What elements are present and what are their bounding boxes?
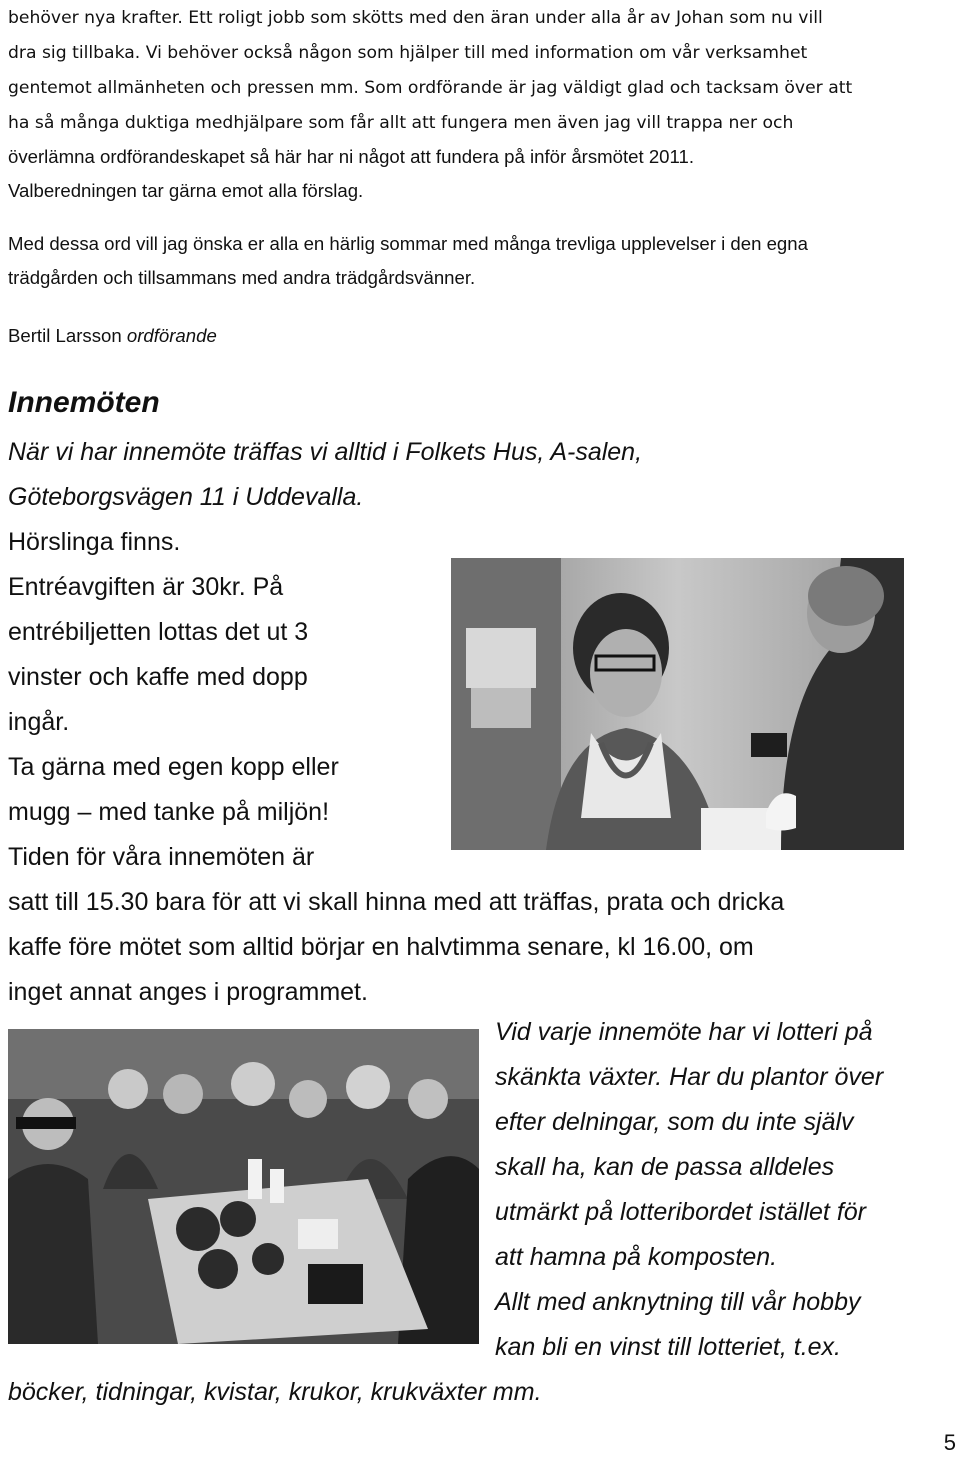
meeting-info-line: inget annat anges i programmet. [8, 978, 368, 1006]
meeting-info-line: vinster och kaffe med dopp [8, 663, 308, 691]
meeting-info-line: ingår. [8, 708, 70, 736]
lottery-line: skall ha, kan de passa alldeles [495, 1153, 835, 1181]
lottery-info [495, 1010, 955, 1370]
lottery-line: kan bli en vinst till lotteriet, t.ex. [495, 1333, 841, 1361]
signature [8, 319, 952, 353]
photo-women-at-table-image [451, 558, 904, 850]
meeting-info-line: Hörslinga finns. [8, 528, 181, 556]
lottery-line: utmärkt på lotteribordet istället för [495, 1198, 866, 1226]
lottery-line: skänkta växter. Har du plantor över [495, 1063, 884, 1091]
meeting-info-line: Tiden för våra innemöten är [8, 843, 315, 871]
intro-line: Valberedningen tar gärna emot alla förslag. [8, 180, 364, 201]
intro-line: överlämna ordförandeskapet så här har ni något att fundera på inför årsmötet 2011. [8, 146, 694, 167]
intro-line: dra sig tillbaka. Vi behöver också någon som hjälper till med information om vår verksamhet [8, 43, 808, 63]
meeting-info-line: Entréavgiften är 30kr. På [8, 573, 284, 601]
signature-name: Bertil Larsson [8, 325, 122, 346]
meeting-info-line: mugg – med tanke på miljön! [8, 798, 330, 826]
wishes-line: Med dessa ord vill jag önska er alla en härlig sommar med många trevliga upplevelser i den egna [8, 233, 808, 254]
intro-paragraph [8, 0, 952, 208]
meeting-info-line: entrébiljetten lottas det ut 3 [8, 618, 309, 646]
lottery-last-line [8, 1370, 952, 1415]
meeting-info-line: satt till 15.30 bara för att vi skall hinna med att träffas, prata och dricka [8, 888, 785, 916]
meeting-location-line: När vi har innemöte träffas vi alltid i Folkets Hus, A-salen, [8, 438, 643, 466]
meeting-location [8, 430, 952, 520]
lottery-line: efter delningar, som du inte själv [495, 1108, 854, 1136]
intro-line: ha så många duktiga medhjälpare som får allt att fungera men även jag vill trappa ner och [8, 113, 794, 133]
lottery-line: böcker, tidningar, kvistar, krukor, krukväxter mm. [8, 1378, 542, 1406]
wishes-line: trädgården och tillsammans med andra trädgårdsvänner. [8, 267, 476, 288]
page-number: 5 [943, 1430, 956, 1455]
intro-line: behöver nya krafter. Ett roligt jobb som skötts med den äran under alla år av Johan som nu vill [8, 8, 823, 28]
section-heading: Innemöten [8, 386, 160, 419]
signature-role: ordförande [126, 325, 217, 346]
lottery-line: att hamna på komposten. [495, 1243, 778, 1271]
lottery-line: Vid varje innemöte har vi lotteri på [495, 1018, 873, 1046]
photo-women-at-table [451, 558, 904, 850]
wishes-paragraph [8, 227, 952, 295]
intro-line: gentemot allmänheten och pressen mm. Som ordförande är jag väldigt glad och tacksam över att [8, 78, 853, 98]
photo-crowd-plant-table-image [8, 1029, 479, 1344]
meeting-location-line: Göteborgsvägen 11 i Uddevalla. [8, 483, 364, 511]
meeting-info-line: Ta gärna med egen kopp eller [8, 753, 339, 781]
lottery-line: Allt med anknytning till vår hobby [495, 1288, 861, 1316]
photo-crowd-plant-table [8, 1029, 479, 1344]
meeting-info-line: kaffe före mötet som alltid börjar en halvtimma senare, kl 16.00, om [8, 933, 754, 961]
